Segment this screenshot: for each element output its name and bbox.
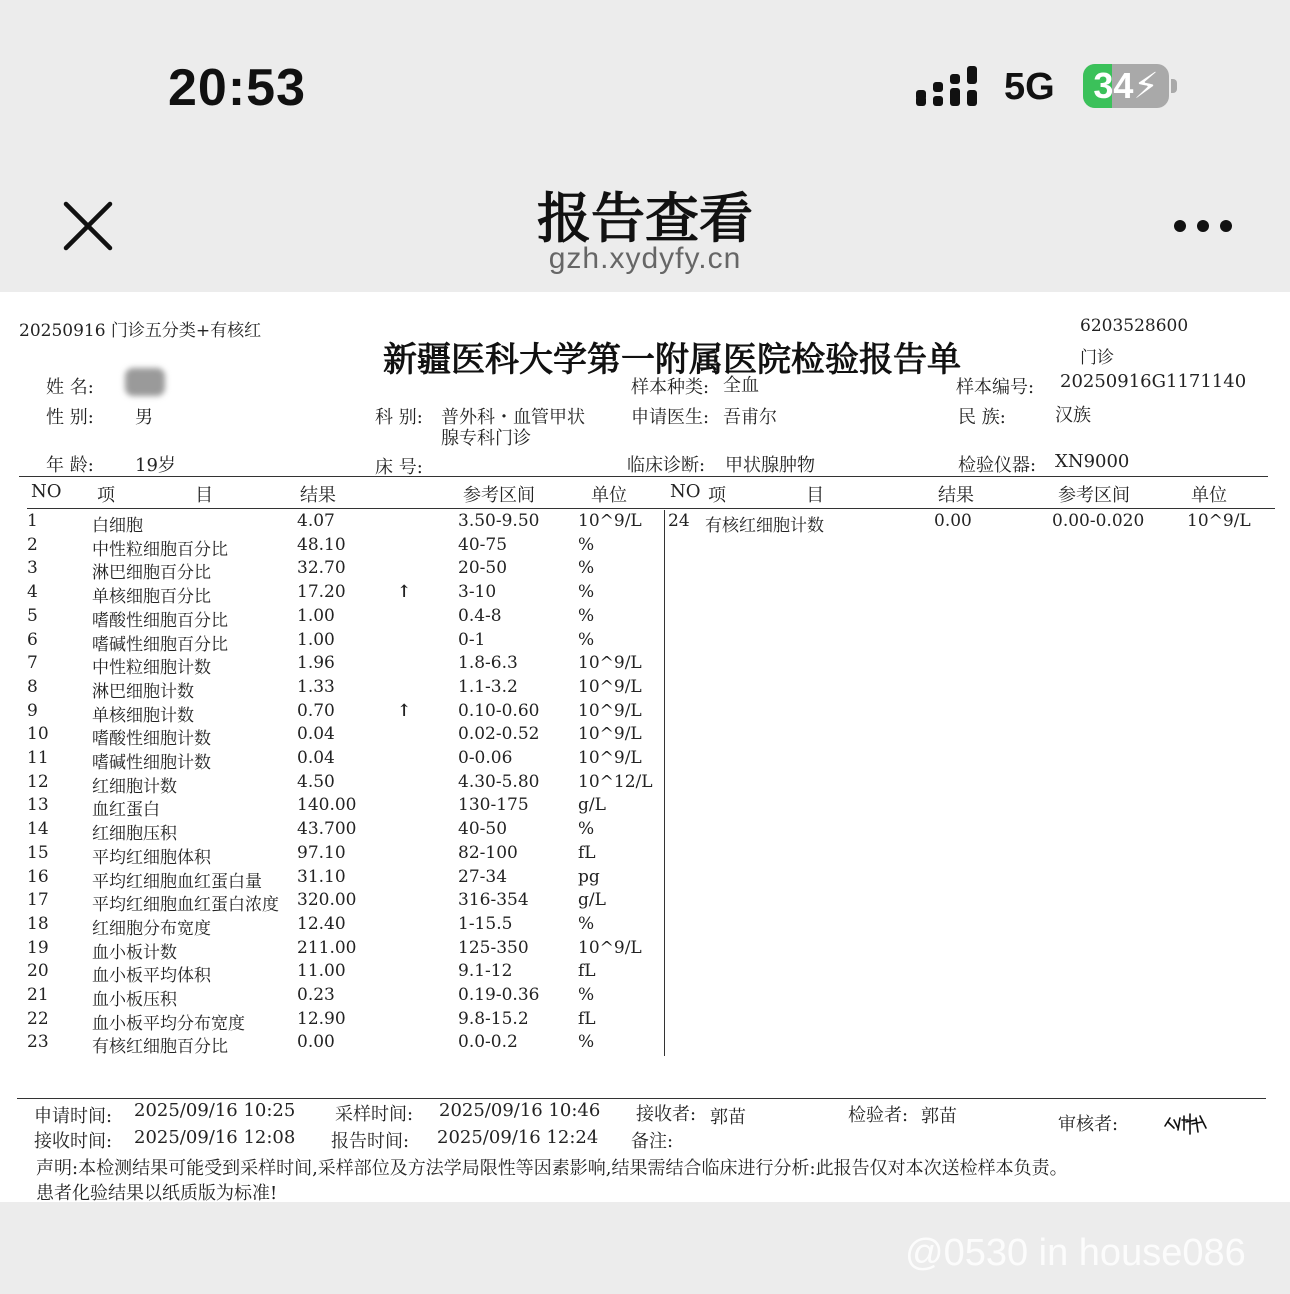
cell-result: 12.90 [297, 1008, 346, 1029]
tester-label: 检验者: [848, 1105, 909, 1126]
header-range-right: 参考区间 [1058, 485, 1130, 506]
reviewer-signature [1162, 1108, 1208, 1138]
cell-item: 血小板平均体积 [92, 966, 211, 987]
cell-item: 血小板计数 [92, 942, 177, 963]
cell-no: 11 [27, 748, 49, 768]
cell-no: 14 [27, 819, 49, 840]
table-top-rule [19, 476, 1268, 477]
cell-range: 3-10 [458, 582, 497, 603]
cell-result: 0.23 [297, 985, 335, 1005]
cell-item: 中性粒细胞计数 [92, 658, 211, 679]
name-label: 姓 名: [46, 377, 94, 398]
cell-range: 9.8-15.2 [458, 1008, 529, 1029]
cell-no: 21 [27, 985, 49, 1005]
cell-unit: % [578, 605, 595, 626]
cell-unit: 10^9/L [578, 653, 642, 674]
cell-unit: % [578, 819, 595, 840]
gender-label: 性 别: [46, 407, 94, 428]
battery-cap [1171, 79, 1177, 93]
cell-range: 1-15.5 [458, 913, 513, 934]
sample-no-value: 20250916G1171140 [1060, 371, 1247, 392]
cell-flag: ↑ [397, 700, 412, 721]
page-domain: gzh.xydyfy.cn [548, 242, 742, 275]
cell-item: 单核细胞百分比 [92, 587, 211, 608]
cell-range: 0.00-0.020 [1052, 511, 1145, 531]
cell-item: 淋巴细胞百分比 [92, 563, 211, 584]
cell-range: 3.50-9.50 [458, 511, 540, 531]
cell-result: 140.00 [297, 795, 357, 816]
cell-range: 82-100 [458, 842, 518, 863]
cell-unit: fL [578, 842, 596, 863]
cell-no: 20 [27, 961, 49, 982]
cell-no: 23 [27, 1032, 49, 1053]
statement-note: 患者化验结果以纸质版为标准! [36, 1183, 278, 1204]
cell-range: 1.1-3.2 [458, 676, 518, 697]
cell-no: 6 [27, 629, 38, 650]
cell-no: 5 [27, 605, 38, 626]
cell-item: 血小板平均分布宽度 [92, 1013, 245, 1034]
cell-item: 平均红细胞体积 [92, 847, 211, 868]
report-code: 20250916 门诊五分类+有核红 [19, 321, 262, 341]
cell-unit: 10^12/L [578, 771, 653, 792]
cell-result: 0.04 [297, 724, 335, 745]
cell-unit: g/L [578, 795, 606, 816]
cell-result: 11.00 [297, 961, 346, 982]
cell-result: 48.10 [297, 534, 346, 555]
cell-unit: 10^9/L [578, 700, 642, 721]
cell-unit: fL [578, 1008, 596, 1029]
cell-unit: % [578, 913, 595, 934]
cell-item: 嗜碱性细胞计数 [92, 753, 211, 773]
more-icon[interactable] [1170, 212, 1236, 240]
cell-no: 8 [27, 676, 38, 697]
cell-result: 0.00 [297, 1032, 335, 1053]
instrument-label: 检验仪器: [958, 455, 1037, 476]
diagnosis-label: 临床诊断: [627, 455, 706, 476]
receiver-label: 接收者: [636, 1104, 697, 1125]
cell-result: 320.00 [297, 890, 357, 911]
barcode-number: 6203528600 [1080, 316, 1189, 336]
cell-no: 18 [27, 913, 49, 934]
cell-range: 0-0.06 [458, 748, 513, 768]
statement: 声明:本检测结果可能受到采样时间,采样部位及方法学局限性等因素影响,结果需结合临床进行分析:此报告仅对本次送检样本负责。 [36, 1158, 1068, 1179]
cell-item: 红细胞计数 [92, 776, 177, 797]
report-time-value: 2025/09/16 12:24 [437, 1127, 599, 1148]
cell-result: 0.70 [297, 700, 335, 721]
cell-no: 16 [27, 866, 49, 887]
header-range: 参考区间 [463, 485, 535, 506]
cell-result: 4.07 [297, 511, 335, 531]
receive-time-value: 2025/09/16 12:08 [134, 1127, 296, 1148]
cell-unit: % [578, 985, 595, 1005]
receiver-value: 郭苗 [710, 1107, 746, 1128]
cell-result: 12.40 [297, 913, 346, 934]
remark-label: 备注: [631, 1131, 674, 1152]
ethnicity-label: 民 族: [958, 407, 1006, 428]
cell-result: 0.00 [934, 511, 972, 531]
instrument-value: XN9000 [1055, 451, 1130, 472]
cell-no: 15 [27, 842, 49, 863]
ethnicity-value: 汉族 [1055, 405, 1091, 426]
cell-range: 316-354 [458, 890, 529, 911]
header-unit-right: 单位 [1191, 485, 1227, 506]
cell-item: 有核红细胞百分比 [92, 1037, 228, 1058]
cell-unit: % [578, 582, 595, 603]
cell-result: 43.700 [297, 819, 357, 840]
cell-no: 12 [27, 771, 49, 792]
cell-no: 13 [27, 795, 49, 816]
cell-unit: % [578, 1032, 595, 1053]
cell-result: 31.10 [297, 866, 346, 887]
cell-unit: 10^9/L [578, 511, 642, 531]
cell-unit: % [578, 629, 595, 650]
tester-value: 郭苗 [921, 1106, 957, 1127]
sample-type-label: 样本种类: [631, 377, 710, 398]
visit-type: 门诊 [1080, 348, 1114, 368]
cell-unit: pg [578, 866, 600, 887]
table-header-rule [27, 508, 1275, 509]
cell-no: 24 [668, 511, 690, 531]
cell-item: 平均红细胞血红蛋白浓度 [92, 895, 279, 916]
cell-result: 1.33 [297, 676, 335, 697]
cell-no: 9 [27, 700, 38, 721]
bed-label: 床 号: [375, 457, 423, 478]
cell-item: 白细胞 [92, 516, 143, 536]
cell-item: 血红蛋白 [92, 800, 160, 821]
cell-range: 1.8-6.3 [458, 653, 518, 674]
cell-no: 1 [27, 511, 38, 531]
cell-result: 97.10 [297, 842, 346, 863]
battery-icon [1083, 64, 1169, 108]
watermark: @0530 in house086 [905, 1232, 1246, 1274]
age-value: 19岁 [135, 455, 176, 476]
redacted-name [125, 368, 165, 396]
dept-value: 普外科・血管甲状 [441, 407, 585, 428]
age-label: 年 龄: [46, 455, 94, 476]
cell-result: 32.70 [297, 558, 346, 579]
cell-item: 嗜酸性细胞计数 [92, 729, 211, 750]
cell-range: 0-1 [458, 629, 486, 650]
cell-range: 40-75 [458, 534, 508, 555]
cell-range: 0.02-0.52 [458, 724, 540, 745]
sample-time-value: 2025/09/16 10:46 [439, 1100, 601, 1121]
cell-range: 4.30-5.80 [458, 771, 540, 792]
reviewer-label: 审核者: [1058, 1114, 1119, 1135]
cell-unit: % [578, 534, 595, 555]
report-title: 新疆医科大学第一附属医院检验报告单 [383, 340, 961, 380]
header-item: 项 目 [97, 485, 214, 506]
dept-value-2: 腺专科门诊 [441, 428, 531, 449]
cell-range: 125-350 [458, 937, 529, 958]
cell-range: 40-50 [458, 819, 508, 840]
cell-item: 血小板压积 [92, 990, 177, 1010]
cell-no: 3 [27, 558, 38, 579]
cell-item: 平均红细胞血红蛋白量 [92, 871, 262, 892]
cell-range: 9.1-12 [458, 961, 513, 982]
cell-result: 0.04 [297, 748, 335, 768]
report-time-label: 报告时间: [331, 1131, 410, 1152]
header-item-right: 项 目 [708, 485, 825, 506]
cell-result: 1.00 [297, 605, 335, 626]
gender-value: 男 [135, 407, 153, 428]
cell-no: 7 [27, 653, 38, 674]
cell-range: 0.4-8 [458, 605, 502, 626]
diagnosis-value: 甲状腺肿物 [725, 455, 815, 476]
cell-no: 22 [27, 1008, 49, 1029]
apply-time-label: 申请时间: [34, 1106, 113, 1127]
cell-item: 淋巴细胞计数 [92, 681, 194, 702]
cell-no: 2 [27, 534, 38, 555]
cell-unit: 10^9/L [1187, 511, 1251, 531]
cell-unit: 10^9/L [578, 676, 642, 697]
cell-unit: 10^9/L [578, 937, 642, 958]
cell-range: 0.19-0.36 [458, 985, 540, 1005]
column-divider [664, 510, 665, 1056]
status-time: 20:53 [168, 59, 306, 117]
cell-range: 130-175 [458, 795, 529, 816]
footer-rule [17, 1098, 1266, 1099]
cell-result: 17.20 [297, 582, 346, 603]
page-title: 报告查看 [537, 187, 753, 250]
network-type: 5G [1004, 66, 1055, 108]
cell-item: 嗜酸性细胞百分比 [92, 610, 228, 631]
header-unit: 单位 [591, 485, 627, 506]
cell-result: 211.00 [297, 937, 357, 958]
sample-no-label: 样本编号: [956, 377, 1035, 398]
cell-item: 中性粒细胞百分比 [92, 539, 228, 560]
header-no: NO [31, 481, 62, 502]
cell-range: 20-50 [458, 558, 508, 579]
header-result-right: 结果 [938, 485, 974, 506]
header-result: 结果 [300, 485, 336, 506]
apply-time-value: 2025/09/16 10:25 [134, 1100, 296, 1121]
sample-type-value: 全血 [723, 375, 759, 396]
cell-unit: 10^9/L [578, 748, 642, 768]
cell-range: 27-34 [458, 866, 508, 887]
cell-item: 红细胞压积 [92, 824, 177, 845]
cell-no: 10 [27, 724, 49, 745]
header-no-right: NO [670, 481, 701, 502]
battery-level: 34⚡ [1093, 65, 1159, 106]
cell-unit: g/L [578, 890, 606, 911]
doctor-label: 申请医生: [631, 407, 710, 428]
cell-item: 红细胞分布宽度 [92, 918, 211, 939]
cell-unit: fL [578, 961, 596, 982]
cell-no: 19 [27, 937, 49, 958]
sample-time-label: 采样时间: [335, 1104, 414, 1125]
cell-flag: ↑ [397, 582, 412, 603]
cell-item: 嗜碱性细胞百分比 [92, 634, 228, 655]
cell-no: 4 [27, 582, 38, 603]
cell-item: 有核红细胞计数 [705, 516, 824, 536]
cell-result: 4.50 [297, 771, 335, 792]
cell-range: 0.0-0.2 [458, 1032, 518, 1053]
cell-result: 1.00 [297, 629, 335, 650]
receive-time-label: 接收时间: [34, 1131, 113, 1152]
cell-unit: 10^9/L [578, 724, 642, 745]
cell-result: 1.96 [297, 653, 335, 674]
cell-item: 单核细胞计数 [92, 705, 194, 726]
doctor-value: 吾甫尔 [723, 407, 777, 428]
signal-icon [916, 66, 982, 108]
cell-unit: % [578, 558, 595, 579]
cell-range: 0.10-0.60 [458, 700, 540, 721]
cell-no: 17 [27, 890, 49, 911]
dept-label: 科 别: [375, 407, 423, 428]
